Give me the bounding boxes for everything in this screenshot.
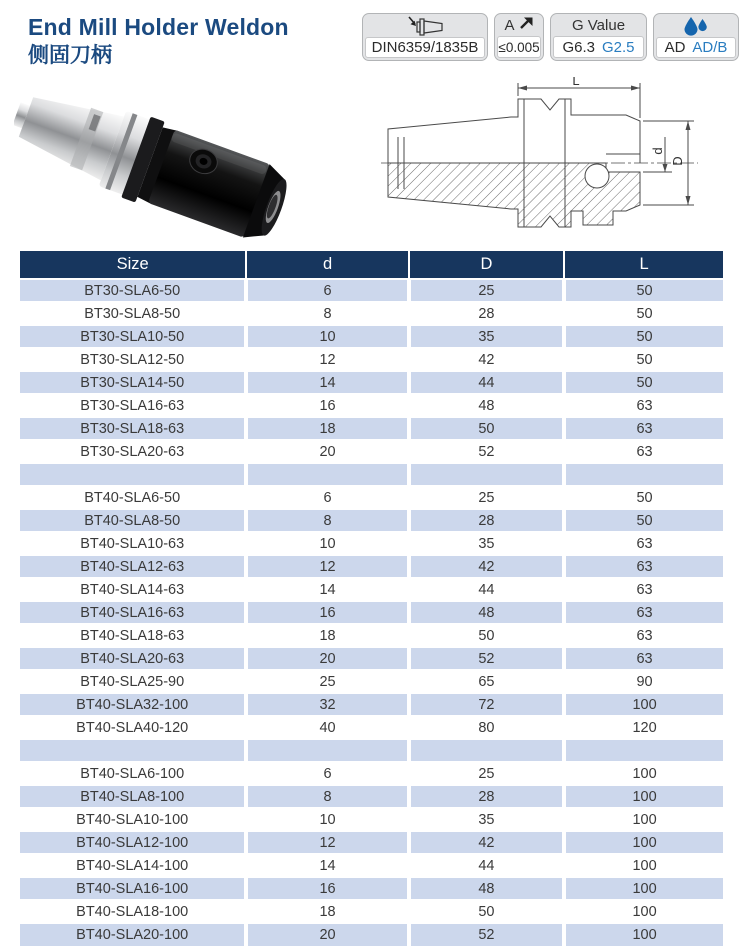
table-row: [20, 486, 723, 509]
table-cell: 16: [246, 601, 408, 624]
table-cell: 50: [564, 279, 723, 302]
badge-g-header: [553, 16, 644, 36]
table-cell: 50: [564, 325, 723, 348]
table-cell: 25: [409, 486, 564, 509]
column-header-d: d: [246, 251, 408, 279]
table-cell: 35: [409, 532, 564, 555]
arrow-up-right-icon: [519, 16, 534, 35]
dim-label-d: d: [650, 147, 665, 155]
page-title-en: End Mill Holder Weldon: [28, 14, 289, 40]
table-cell: 100: [564, 854, 723, 877]
column-header-size: Size: [20, 251, 246, 279]
table-cell: BT30-SLA6-50: [20, 279, 246, 302]
table-cell: 48: [409, 877, 564, 900]
table-cell: [246, 463, 408, 486]
table-cell: 44: [409, 854, 564, 877]
table-cell: 6: [246, 762, 408, 785]
table-cell: 18: [246, 417, 408, 440]
table-cell: 28: [409, 785, 564, 808]
dim-label-D: D: [670, 156, 685, 166]
table-cell: 25: [409, 279, 564, 302]
table-cell: BT40-SLA20-63: [20, 647, 246, 670]
table-cell: [20, 739, 246, 762]
table-cell: 90: [564, 670, 723, 693]
table-cell: [20, 463, 246, 486]
badge-g-values: [553, 36, 644, 58]
badge-runout: [494, 13, 544, 61]
table-row: [20, 325, 723, 348]
table-cell: 16: [246, 394, 408, 417]
table-cell: 100: [564, 900, 723, 923]
coolant-black: AD: [664, 39, 686, 56]
table-cell: 100: [564, 923, 723, 946]
table-cell: BT40-SLA25-90: [20, 670, 246, 693]
table-cell: 20: [246, 923, 408, 946]
table-cell: BT40-SLA8-50: [20, 509, 246, 532]
spec-badges: [362, 13, 739, 61]
table-cell: 52: [409, 647, 564, 670]
table-cell: BT30-SLA18-63: [20, 417, 246, 440]
table-cell: 50: [564, 302, 723, 325]
badge-din-standard: [362, 13, 488, 61]
table-cell: 16: [246, 877, 408, 900]
table-cell: [409, 739, 564, 762]
table-cell: 52: [409, 440, 564, 463]
table-cell: 63: [564, 417, 723, 440]
table-cell: 80: [409, 716, 564, 739]
badge-coolant-values: [656, 37, 736, 58]
g-value-title: G Value: [571, 17, 626, 34]
table-cell: 48: [409, 601, 564, 624]
table-row: [20, 900, 723, 923]
table-cell: 6: [246, 279, 408, 302]
table-cell: BT40-SLA18-63: [20, 624, 246, 647]
table-cell: 42: [409, 555, 564, 578]
table-cell: 28: [409, 509, 564, 532]
table-cell: BT40-SLA10-63: [20, 532, 246, 555]
table-cell: 14: [246, 371, 408, 394]
toolholder-arrow-icon: [365, 16, 485, 37]
table-cell: BT30-SLA14-50: [20, 371, 246, 394]
badge-runout-header: [497, 16, 541, 36]
table-cell: BT40-SLA40-120: [20, 716, 246, 739]
table-cell: BT40-SLA12-63: [20, 555, 246, 578]
table-cell: 14: [246, 578, 408, 601]
table-row: [20, 279, 723, 302]
table-cell: 50: [564, 348, 723, 371]
table-cell: BT30-SLA10-50: [20, 325, 246, 348]
table-row: [20, 693, 723, 716]
table-cell: 63: [564, 555, 723, 578]
coolant-blue: AD/B: [692, 39, 728, 56]
table-cell: 14: [246, 854, 408, 877]
table-row: [20, 417, 723, 440]
table-row: [20, 532, 723, 555]
table-cell: [409, 463, 564, 486]
column-header-L: L: [564, 251, 723, 279]
table-cell: BT40-SLA6-100: [20, 762, 246, 785]
table-cell: 20: [246, 440, 408, 463]
table-cell: 63: [564, 440, 723, 463]
table-cell: 63: [564, 394, 723, 417]
table-cell: 63: [564, 578, 723, 601]
table-cell: BT30-SLA12-50: [20, 348, 246, 371]
table-cell: BT30-SLA8-50: [20, 302, 246, 325]
table-body: [20, 279, 723, 946]
table-cell: 25: [246, 670, 408, 693]
table-cell: 100: [564, 693, 723, 716]
table-cell: 35: [409, 325, 564, 348]
page-header: [0, 0, 743, 69]
table-cell: BT30-SLA20-63: [20, 440, 246, 463]
table-cell: 100: [564, 785, 723, 808]
table-row: [20, 762, 723, 785]
table-cell: 50: [409, 900, 564, 923]
table-row: [20, 348, 723, 371]
coolant-drops-icon: [656, 16, 736, 37]
table-cell: BT40-SLA16-100: [20, 877, 246, 900]
table-cell: 48: [409, 394, 564, 417]
table-cell: 72: [409, 693, 564, 716]
table-cell: 40: [246, 716, 408, 739]
table-header-row: [20, 251, 723, 279]
table-row: [20, 371, 723, 394]
table-cell: BT40-SLA14-63: [20, 578, 246, 601]
table-cell: 44: [409, 578, 564, 601]
table-row: [20, 923, 723, 946]
table-cell: [246, 739, 408, 762]
runout-letter: A: [504, 17, 515, 34]
table-cell: 50: [409, 417, 564, 440]
table-row: [20, 785, 723, 808]
table-cell: 25: [409, 762, 564, 785]
table-row: [20, 555, 723, 578]
badge-coolant: [653, 13, 739, 61]
table-cell: BT40-SLA32-100: [20, 693, 246, 716]
size-spec-table: [20, 251, 723, 946]
badge-din-label: DIN6359/1835B: [365, 37, 485, 58]
table-cell: 6: [246, 486, 408, 509]
table-row: [20, 854, 723, 877]
dim-label-L: L: [572, 77, 580, 89]
table-cell: 50: [564, 509, 723, 532]
table-cell: 65: [409, 670, 564, 693]
table-cell: 63: [564, 532, 723, 555]
table-cell: 52: [409, 923, 564, 946]
table-row: [20, 601, 723, 624]
title-block: [28, 13, 289, 69]
table-cell: BT40-SLA20-100: [20, 923, 246, 946]
table-cell: 35: [409, 808, 564, 831]
table-cell: 8: [246, 302, 408, 325]
table-cell: 100: [564, 877, 723, 900]
table-cell: BT40-SLA14-100: [20, 854, 246, 877]
table-cell: 100: [564, 762, 723, 785]
technical-drawing: [378, 77, 740, 241]
images-row: [0, 75, 743, 241]
table-row: [20, 394, 723, 417]
table-row: [20, 302, 723, 325]
table-row: [20, 647, 723, 670]
table-cell: 10: [246, 808, 408, 831]
table-row: [20, 716, 723, 739]
g-value-blue: G2.5: [602, 38, 635, 56]
table-cell: 18: [246, 624, 408, 647]
table-cell: 63: [564, 647, 723, 670]
table-row: [20, 509, 723, 532]
table-cell: [564, 463, 723, 486]
table-row: [20, 877, 723, 900]
table-cell: 18: [246, 900, 408, 923]
table-separator-row: [20, 739, 723, 762]
table-separator-row: [20, 463, 723, 486]
table-cell: BT40-SLA6-50: [20, 486, 246, 509]
table-cell: 120: [564, 716, 723, 739]
table-cell: BT40-SLA8-100: [20, 785, 246, 808]
table-cell: 42: [409, 348, 564, 371]
table-cell: 32: [246, 693, 408, 716]
table-cell: BT40-SLA10-100: [20, 808, 246, 831]
table-row: [20, 831, 723, 854]
table-row: [20, 624, 723, 647]
table-cell: 63: [564, 624, 723, 647]
table-cell: 12: [246, 831, 408, 854]
table-row: [20, 440, 723, 463]
table-cell: BT40-SLA16-63: [20, 601, 246, 624]
table-cell: 12: [246, 348, 408, 371]
table-cell: BT40-SLA12-100: [20, 831, 246, 854]
table-cell: [564, 739, 723, 762]
table-cell: 10: [246, 532, 408, 555]
table-cell: 50: [564, 486, 723, 509]
table-cell: 44: [409, 371, 564, 394]
table-cell: 8: [246, 785, 408, 808]
table-cell: 8: [246, 509, 408, 532]
table-cell: 28: [409, 302, 564, 325]
table-cell: 50: [409, 624, 564, 647]
table-row: [20, 578, 723, 601]
column-header-D: D: [409, 251, 564, 279]
table-cell: 12: [246, 555, 408, 578]
g-value-black: G6.3: [562, 38, 595, 56]
table-cell: 50: [564, 371, 723, 394]
table-cell: BT30-SLA16-63: [20, 394, 246, 417]
table-cell: 100: [564, 831, 723, 854]
table-cell: 63: [564, 601, 723, 624]
table-cell: 100: [564, 808, 723, 831]
table-cell: 10: [246, 325, 408, 348]
table-row: [20, 808, 723, 831]
table-row: [20, 670, 723, 693]
table-cell: 42: [409, 831, 564, 854]
table-cell: BT40-SLA18-100: [20, 900, 246, 923]
table-cell: 20: [246, 647, 408, 670]
badge-g-value: [550, 13, 647, 61]
page-title-zh: 侧固刀柄: [28, 43, 112, 67]
badge-runout-value: ≤0.005: [497, 36, 541, 58]
product-photo: [14, 75, 324, 241]
